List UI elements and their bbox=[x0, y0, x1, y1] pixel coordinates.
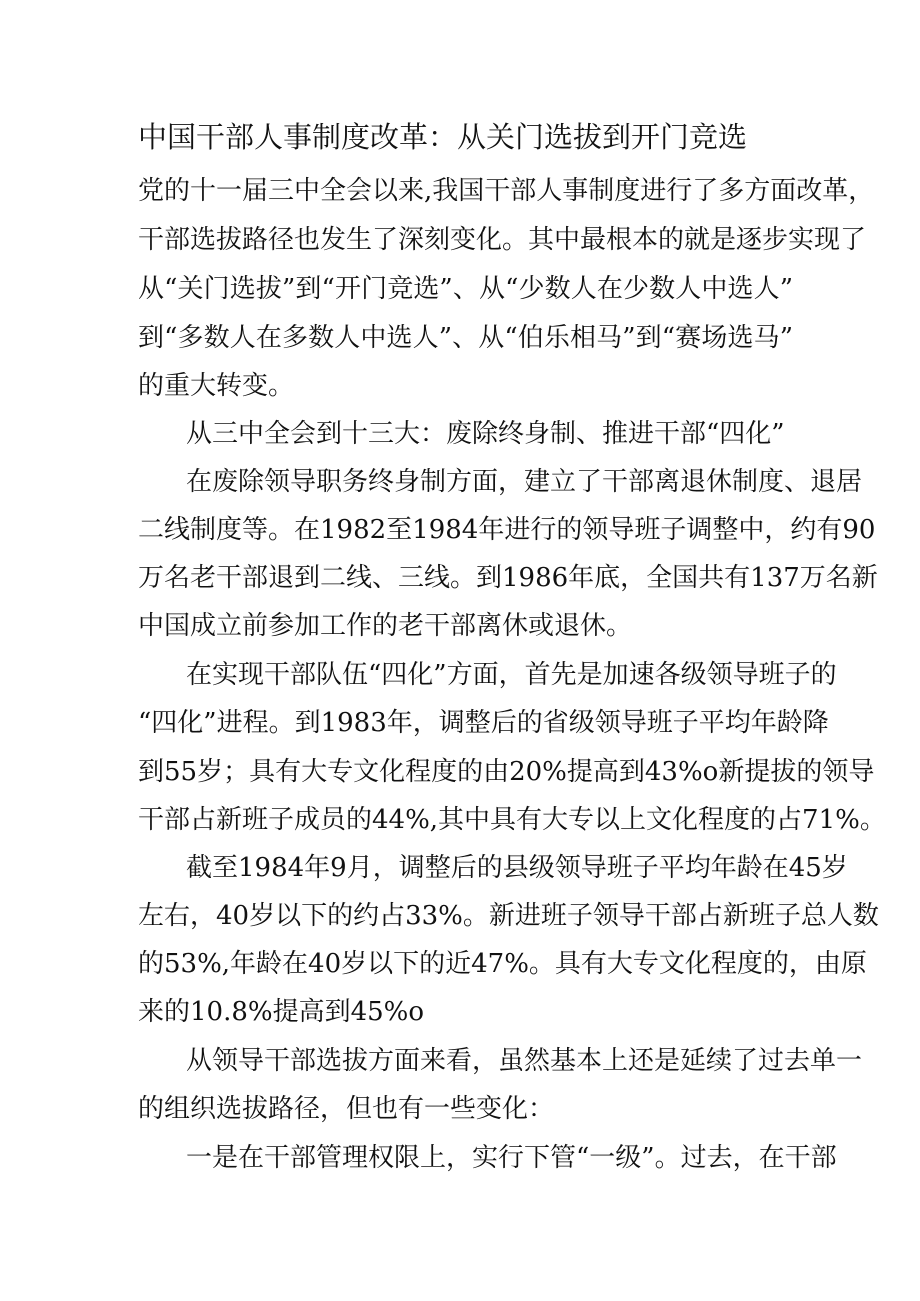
text-line: 的组织选拔路径，但也有一些变化： bbox=[138, 1094, 555, 1124]
document-title: 中国干部人事制度改革：从关门选拔到开门竞选 bbox=[138, 120, 748, 154]
text-line: 从“关门选拔”到“开门竞选”、从“少数人在少数人中选人” bbox=[138, 274, 793, 304]
section-heading: 从三中全会到十三大：废除终身制、推进干部“四化” bbox=[186, 419, 785, 449]
text-line: 到“多数人在多数人中选人”、从“伯乐相马”到“赛场选马” bbox=[138, 323, 793, 353]
text-line: 党的十一届三中全会以来,我国干部人事制度进行了多方面改革， bbox=[138, 176, 875, 206]
text-line: 来的10.8%提高到45%o bbox=[138, 997, 425, 1027]
text-line: 的重大转变。 bbox=[138, 371, 295, 401]
text-line: 干部选拔路径也发生了深刻变化。其中最根本的就是逐步实现了 bbox=[138, 225, 867, 255]
text-line: 在废除领导职务终身制方面，建立了干部离退休制度、退居 bbox=[186, 467, 863, 497]
text-line: 中国成立前参加工作的老干部离休或退休。 bbox=[138, 611, 633, 641]
text-line: 二线制度等。在1982至1984年进行的领导班子调整中，约有90 bbox=[138, 515, 876, 545]
text-line: 的53%,年龄在40岁以下的近47%。具有大专文化程度的，由原 bbox=[138, 949, 867, 979]
text-line: 在实现干部队伍“四化”方面，首先是加速各级领导班子的 bbox=[186, 660, 837, 690]
text-line: “四化”进程。到1983年，调整后的省级领导班子平均年龄降 bbox=[138, 708, 829, 738]
text-line: 左右，40岁以下的约占33%。新进班子领导干部占新班子总人数 bbox=[138, 901, 879, 931]
text-line: 万名老干部退到二线、三线。到1986年底，全国共有137万名新 bbox=[138, 563, 878, 593]
text-line: 到55岁；具有大专文化程度的由20%提高到43%o新提拔的领导 bbox=[138, 757, 875, 787]
text-line: 截至1984年9月，调整后的县级领导班子平均年龄在45岁 bbox=[186, 853, 848, 883]
text-line: 从领导干部选拔方面来看，虽然基本上还是延续了过去单一 bbox=[186, 1046, 863, 1076]
text-line: 一是在干部管理权限上，实行下管“一级”。过去，在干部 bbox=[186, 1143, 837, 1173]
text-line: 干部占新班子成员的44%,其中具有大专以上文化程度的占71%。 bbox=[138, 805, 886, 835]
